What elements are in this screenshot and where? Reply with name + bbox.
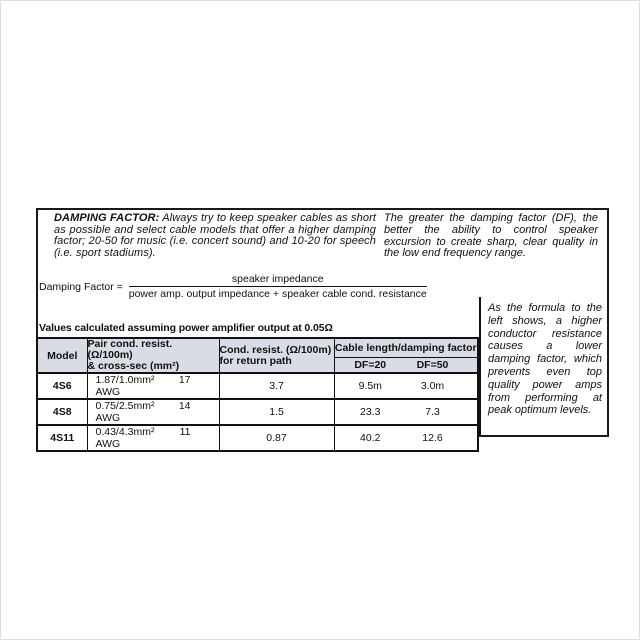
- header-pair-line2: & cross-sec (mm²): [87, 360, 180, 372]
- cable-spec-table: [36, 337, 479, 452]
- pair-value: 1.87/1.0mm² AWG: [95, 374, 155, 398]
- table-header: [37, 338, 478, 373]
- awg-value: 14: [178, 400, 191, 412]
- df50-cell: 12.6: [406, 425, 478, 451]
- model-cell: 4S6: [37, 373, 87, 399]
- formula-fraction: [129, 273, 427, 300]
- table-row: [37, 399, 478, 425]
- cond-cell: 1.5: [219, 399, 334, 425]
- pair-cell: [87, 373, 219, 399]
- cond-cell: 3.7: [219, 373, 334, 399]
- header-cond-resistance: [219, 338, 334, 373]
- pair-cell: [87, 399, 219, 425]
- intro-lead: DAMPING FACTOR:: [54, 212, 160, 224]
- df-benefit-paragraph: The greater the damping factor (DF), the better the ability to control speaker excursion to create sharp, clear quality in the low end frequency range.: [384, 212, 598, 260]
- df20-cell: 40.2: [334, 425, 406, 451]
- formula-denominator: power amp. output impedance + speaker cable cond. resistance: [128, 288, 427, 300]
- header-df20: DF=20: [334, 358, 406, 374]
- damping-factor-formula: [39, 273, 427, 300]
- model-cell: 4S11: [37, 425, 87, 451]
- df20-cell: 23.3: [334, 399, 406, 425]
- header-pair-resistance: [87, 338, 219, 373]
- df50-cell: 3.0m: [406, 373, 478, 399]
- pair-value: 0.43/4.3mm² AWG: [95, 426, 155, 450]
- header-model: Model: [37, 338, 87, 373]
- intro-body: Always try to keep speaker cables as short as possible and select cable models that offer a higher damping factor; 20-50 for music (i.e. concert sound) and 10-20 for speech (i.e. sport stadiums).: [54, 212, 376, 260]
- df20-cell: 9.5m: [334, 373, 406, 399]
- table-row: [37, 373, 478, 399]
- df50-cell: 7.3: [406, 399, 478, 425]
- formula-numerator: speaker impedance: [129, 273, 427, 287]
- cond-cell: 0.87: [219, 425, 334, 451]
- awg-value: 17: [178, 374, 191, 386]
- header-df50: DF=50: [406, 358, 478, 374]
- formula-label: Damping Factor =: [39, 280, 123, 293]
- header-cond-line1: Cond. resist. (Ω/100m): [219, 343, 332, 356]
- content-frame: [36, 208, 609, 450]
- pair-value: 0.75/2.5mm² AWG: [95, 400, 155, 424]
- table-row: [37, 425, 478, 451]
- intro-paragraph: [54, 213, 376, 260]
- model-cell: 4S8: [37, 399, 87, 425]
- awg-value: 11: [179, 426, 191, 438]
- header-cable-length: Cable length/damping factor: [334, 338, 478, 358]
- formula-explanation-paragraph: As the formula to the left shows, a higher conductor resistance causes a lower damping factor, which prevents even top quality power amps from performing at peak optimum levels.: [488, 302, 602, 417]
- calculation-note: Values calculated assuming power amplifier output at 0.05Ω: [39, 322, 333, 334]
- header-pair-line1: Pair cond. resist. (Ω/100m): [87, 338, 173, 361]
- pair-cell: [87, 425, 219, 451]
- header-cond-line2: for return path: [219, 354, 292, 367]
- right-column: [479, 297, 605, 435]
